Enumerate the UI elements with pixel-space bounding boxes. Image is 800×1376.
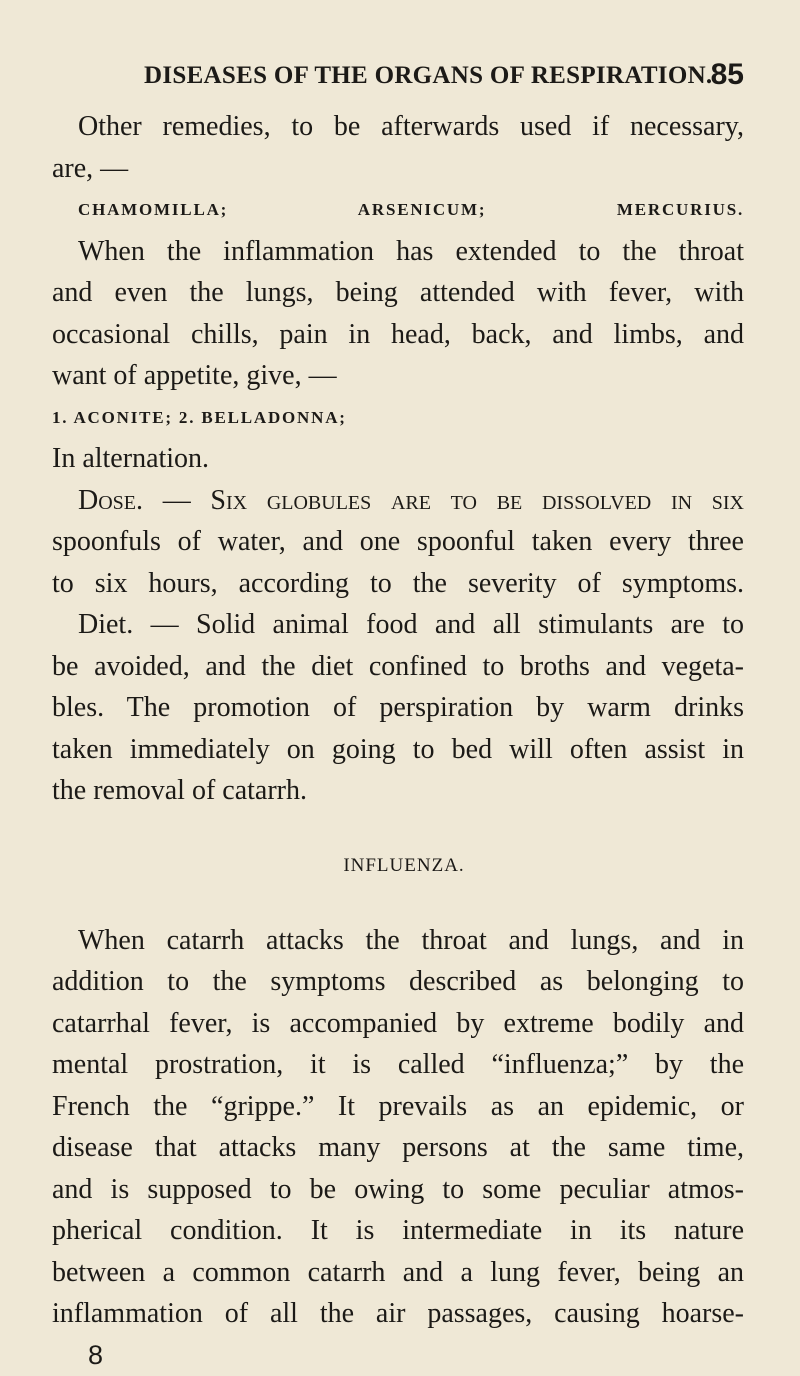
text-line: and is supposed to be owing to some peculiar atmos- bbox=[52, 1169, 744, 1211]
remedy-list: CHAMOMILLA; ARSENICUM; MERCURIUS. bbox=[52, 189, 744, 231]
text-line: mental prostration, it is called “influenza;” by the bbox=[52, 1044, 744, 1086]
text-line: inflammation of all the air passages, causing hoarse- bbox=[52, 1293, 744, 1335]
dose-paragraph-line: Dose. — Six globules are to be dissolved in six bbox=[52, 480, 744, 522]
text-line: taken immediately on going to bed will often assist in bbox=[52, 729, 744, 771]
section-heading: INFLUENZA. bbox=[52, 812, 744, 920]
text-line: disease that attacks many persons at the same time, bbox=[52, 1127, 744, 1169]
text-line: pherical condition. It is intermediate in its nature bbox=[52, 1210, 744, 1252]
text-line: Other remedies, to be afterwards used if necessary, bbox=[52, 106, 744, 148]
text-line: want of appetite, give, — bbox=[52, 355, 744, 397]
signature-mark: 8 bbox=[52, 1335, 744, 1376]
text-line: When catarrh attacks the throat and lungs, and in bbox=[52, 920, 744, 962]
remedy-list: 1. ACONITE; 2. BELLADONNA; bbox=[52, 397, 744, 439]
text-line: catarrhal fever, is accompanied by extreme bodily and bbox=[52, 1003, 744, 1045]
running-head: DISEASES OF THE ORGANS OF RESPIRATION. bbox=[144, 62, 712, 90]
text-line: occasional chills, pain in head, back, and limbs, and bbox=[52, 314, 744, 356]
text-line: to six hours, according to the severity of symptoms. bbox=[52, 563, 744, 605]
text-line: When the inflammation has extended to the throat bbox=[52, 231, 744, 273]
diet-paragraph-line: Diet. — Solid animal food and all stimulants are to bbox=[52, 604, 744, 646]
text-line: be avoided, and the diet confined to broths and vegeta- bbox=[52, 646, 744, 688]
text-line: are, — bbox=[52, 148, 744, 190]
text-line: spoonfuls of water, and one spoonful taken every three bbox=[52, 521, 744, 563]
page-body bbox=[52, 106, 744, 1376]
text-line: the removal of catarrh. bbox=[52, 770, 744, 812]
page-number: 85 bbox=[711, 58, 744, 92]
text-line: bles. The promotion of perspiration by warm drinks bbox=[52, 687, 744, 729]
text-line: addition to the symptoms described as belonging to bbox=[52, 961, 744, 1003]
text-line: French the “grippe.” It prevails as an epidemic, or bbox=[52, 1086, 744, 1128]
page-header bbox=[52, 58, 744, 98]
text-line: between a common catarrh and a lung fever, being an bbox=[52, 1252, 744, 1294]
text-line: In alternation. bbox=[52, 438, 744, 480]
text-line: and even the lungs, being attended with fever, with bbox=[52, 272, 744, 314]
